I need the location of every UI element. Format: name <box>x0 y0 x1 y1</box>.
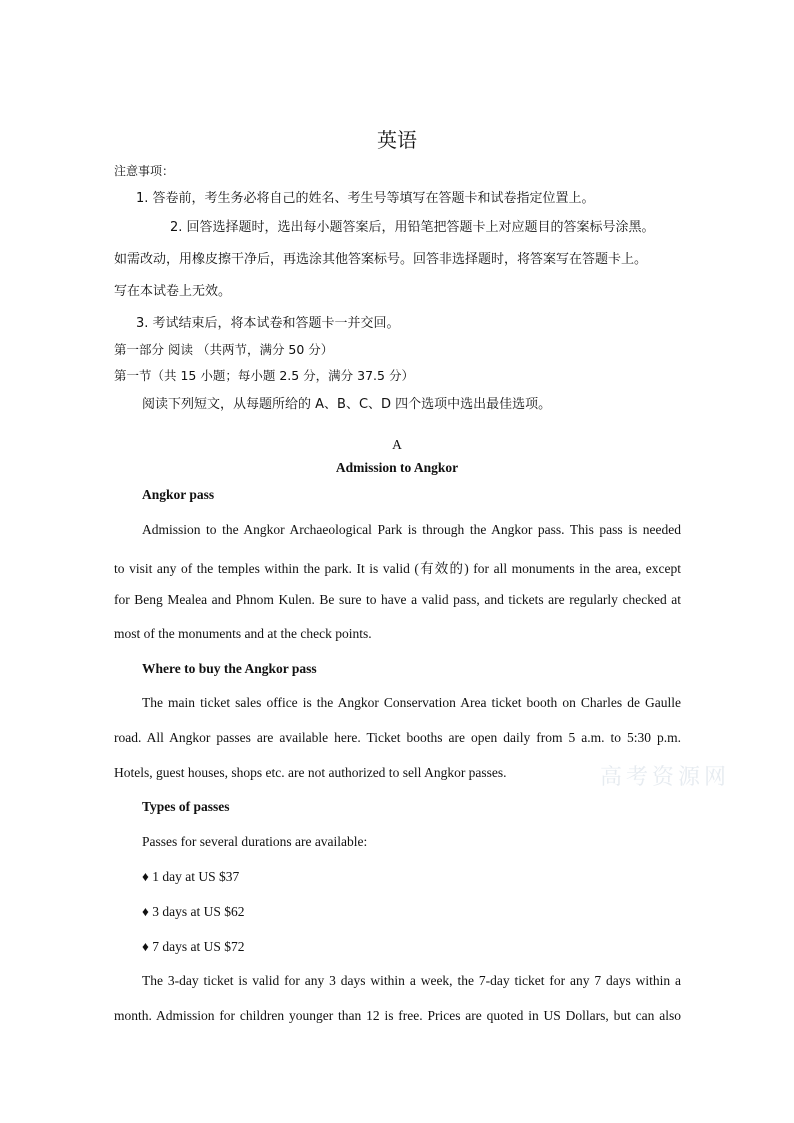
section-1-heading: 第一节（共 15 小题；每小题 2.5 分，满分 37.5 分） <box>114 368 414 383</box>
heading-types-of-passes: Types of passes <box>142 799 230 814</box>
price-item-1-day: ♦ 1 day at US $37 <box>142 869 240 884</box>
passage-label: A <box>392 437 402 452</box>
price-item-3-days: ♦ 3 days at US $62 <box>142 904 245 919</box>
paragraph-4-line-1: The 3-day ticket is valid for any 3 days within a week, the 7-day ticket for any 7 days within a <box>142 973 681 988</box>
passage-title: Admission to Angkor <box>335 460 459 475</box>
paragraph-2-line-3: Hotels, guest houses, shops etc. are not authorized to sell Angkor passes. <box>114 765 507 780</box>
heading-where-to-buy: Where to buy the Angkor pass <box>142 661 317 676</box>
paragraph-4-line-2: month. Admission for children younger than 12 is free. Prices are quoted in US Dollars, but can also <box>114 1008 681 1023</box>
notice-heading: 注意事项： <box>114 164 175 178</box>
paragraph-2-line-2: road. All Angkor passes are available here. Ticket booths are open daily from 5 a.m. to 5:30 p.m. <box>114 730 681 745</box>
watermark: 高考资源网 <box>600 765 731 790</box>
paragraph-1-line-4: most of the monuments and at the check points. <box>114 626 372 641</box>
notice-item-2-line-3: 写在本试卷上无效。 <box>114 284 232 299</box>
price-item-7-days: ♦ 7 days at US $72 <box>142 939 245 954</box>
heading-angkor-pass: Angkor pass <box>142 487 215 502</box>
notice-item-2-line-2: 如需改动，用橡皮擦干净后，再选涂其他答案标号。回答非选择题时，将答案写在答题卡上。 <box>114 252 648 267</box>
notice-item-1: 1. 答卷前，考生务必将自己的姓名、考生号等填写在答题卡和试卷指定位置上。 <box>136 191 595 206</box>
notice-item-2-line-1: 2. 回答选择题时，选出每小题答案后，用铅笔把答题卡上对应题目的答案标号涂黑。 <box>170 220 655 235</box>
part-1-heading: 第一部分 阅读 （共两节，满分 50 分） <box>114 342 334 357</box>
page-title: 英语 <box>377 128 417 152</box>
notice-item-3: 3. 考试结束后，将本试卷和答题卡一并交回。 <box>136 316 400 331</box>
paragraph-2-line-1: The main ticket sales office is the Angkor Conservation Area ticket booth on Charles de Gaulle <box>142 695 681 710</box>
paragraph-1-line-2: to visit any of the temples within the park. It is valid (有效的) for all monuments in the area, except <box>114 561 681 576</box>
paragraph-1-line-1: Admission to the Angkor Archaeological Park is through the Angkor pass. This pass is needed <box>142 522 681 537</box>
paragraph-3: Passes for several durations are available: <box>142 834 368 849</box>
instruction-text: 阅读下列短文，从每题所给的 A、B、C、D 四个选项中选出最佳选项。 <box>142 397 552 412</box>
paragraph-1-line-3: for Beng Mealea and Phnom Kulen. Be sure to have a valid pass, and tickets are regularly checked at <box>114 592 681 607</box>
